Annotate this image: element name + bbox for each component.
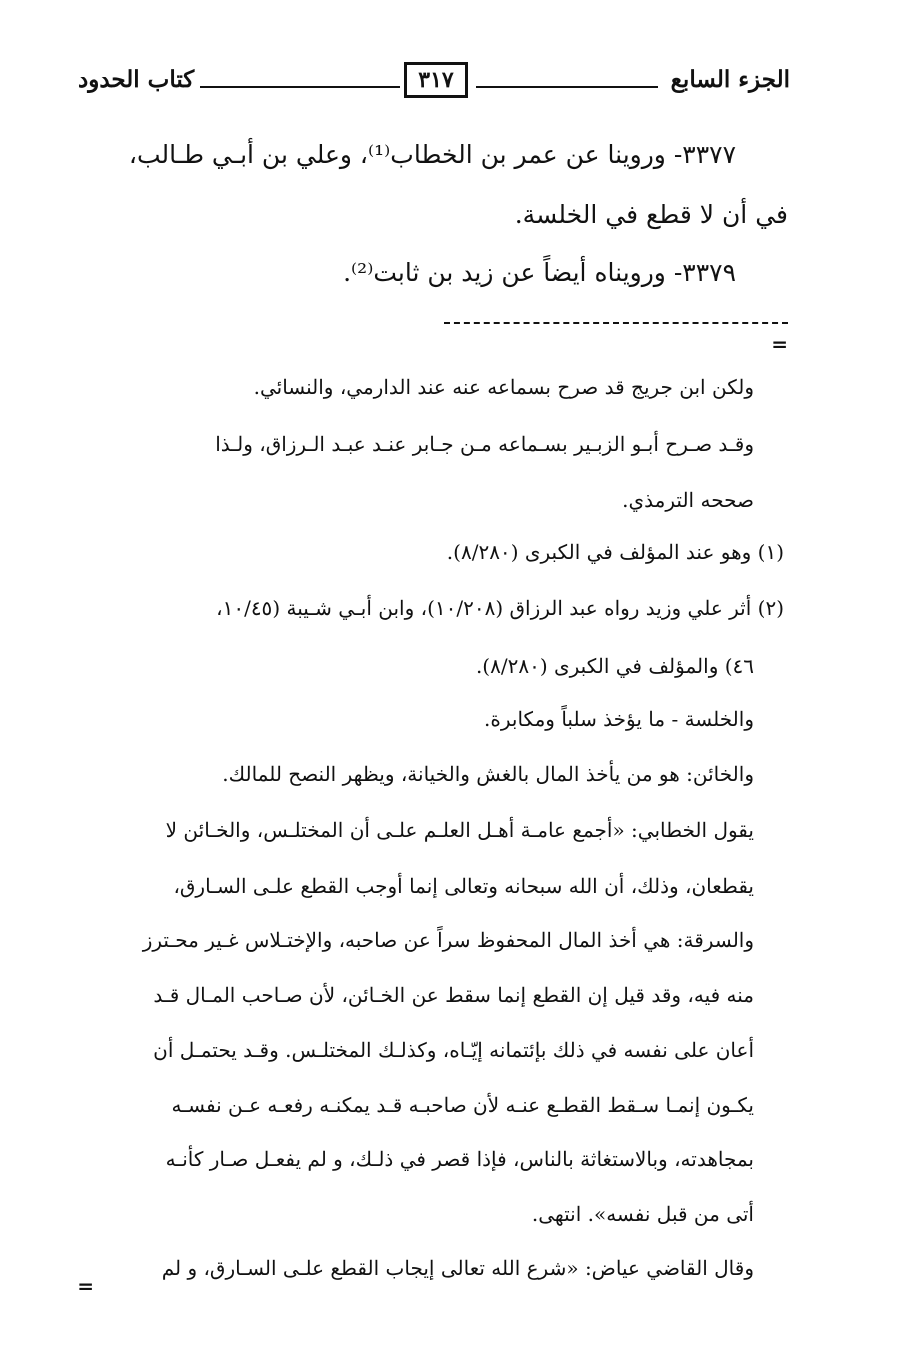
continuation-mark-top: = [771, 332, 788, 356]
footnote-2: (٢) أثر علي وزيد رواه عبد الرزاق (١٠/٢٠٨)، وابن أبـي شـيبة (١٠/٤٥، [216, 596, 784, 620]
continuation-mark-bottom: = [77, 1274, 94, 1298]
footnote-line: بمجاهدته، وبالاستغاثة بالناس، فإذا قصر في ذلـك، و لم يفعـل صـار كأنـه [165, 1147, 754, 1171]
footnote-line: والسرقة: هي أخذ المال المحفوظ سراً عن صاحبه، والإختـلاس غـير محـترز [142, 928, 754, 952]
footnote-line: ٤٦) والمؤلف في الكبرى (٨/٢٨٠). [475, 654, 754, 678]
footnote-line: يقطعان، وذلك، أن الله سبحانه وتعالى إنما أوجب القطع علـى السـارق، [173, 874, 754, 898]
volume-title: الجزء السابع [670, 66, 790, 93]
book-title: كتاب الحدود [78, 66, 195, 93]
footnote-line: والخلسة - ما يؤخذ سلباً ومكابرة. [484, 707, 754, 731]
footnote-line: صححه الترمذي. [622, 488, 754, 512]
hadith-3377-line-1: ٣٣٧٧- وروينا عن عمر بن الخطاب⁽¹⁾، وعلي بن أبـي طـالب، [128, 140, 736, 169]
footnote-line: أتى من قبل نفسه». انتهى. [531, 1202, 754, 1226]
page-number: ٣١٧ [404, 62, 468, 98]
footnote-line: منه فيه، وقد قيل إن القطع إنما سقط عن الخـائن، لأن صـاحب المـال قـد [153, 983, 754, 1007]
footnote-line: يكـون إنمـا سـقط القطـع عنـه لأن صاحبـه قـد يمكنـه رفعـه عـن نفسـه [171, 1093, 754, 1117]
header-rule-left [200, 86, 400, 88]
footnote-1: (١) وهو عند المؤلف في الكبرى (٨/٢٨٠). [446, 540, 784, 564]
hadith-3379: ٣٣٧٩- ورويناه أيضاً عن زيد بن ثابت⁽²⁾. [343, 258, 736, 287]
hadith-3377-line-2: في أن لا قطع في الخلسة. [514, 200, 788, 229]
footnote-separator [444, 322, 788, 324]
footnote-line: والخائن: هو من يأخذ المال بالغش والخيانة، ويظهر النصح للمالك. [222, 762, 754, 786]
footnote-line: وقال القاضي عياض: «شرع الله تعالى إيجاب القطع علـى السـارق، و لم [161, 1256, 754, 1280]
footnote-line: ولكن ابن جريج قد صرح بسماعه عنه عند الدارمي، والنسائي. [253, 375, 754, 399]
footnote-line: وقـد صـرح أبـو الزبـير بسـماعه مـن جـابر عنـد عبـد الـرزاق، ولـذا [215, 432, 754, 456]
footnote-line: أعان على نفسه في ذلك بإئتمانه إيّـاه، وكذلـك المختلـس. وقـد يحتمـل أن [153, 1038, 754, 1062]
page-header [78, 62, 790, 102]
header-rule-right [476, 86, 658, 88]
footnote-line: يقول الخطابي: «أجمع عامـة أهـل العلـم علـى أن المختلـس، والخـائن لا [165, 818, 754, 842]
